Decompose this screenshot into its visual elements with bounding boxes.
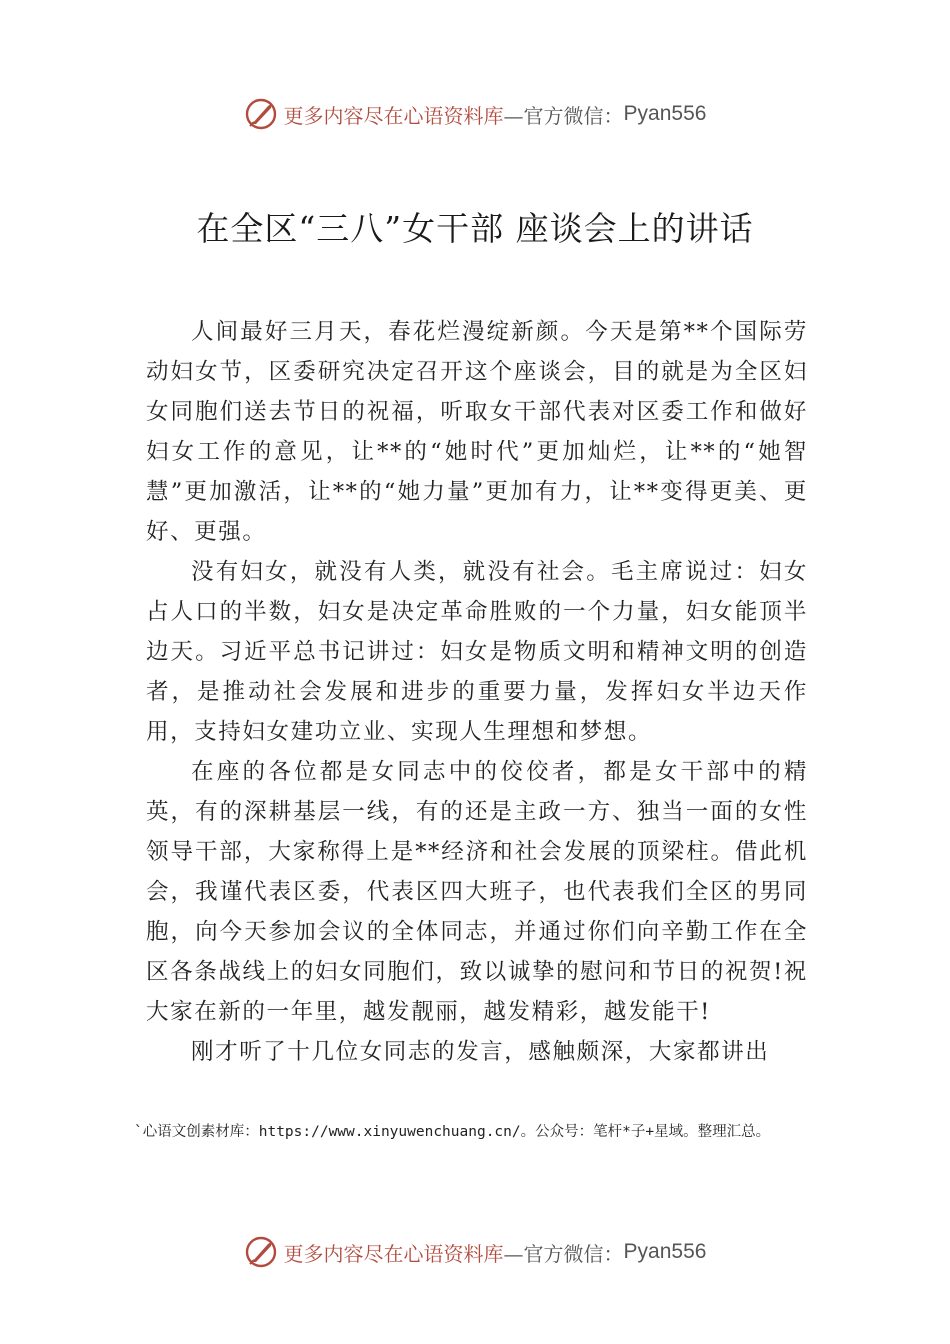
banner-brand: 更多内容尽在心语资料库 xyxy=(283,103,504,128)
paragraph: 人间最好三月天，春花烂漫绽新颜。今天是第**个国际劳动妇女节，区委研究决定召开这个座谈会，目的就是为全区妇女同胞们送去节日的祝福，听取女干部代表对区委工作和做好妇女工作的意见，让**的“她时代”更加灿烂，让**的“她智慧”更加激活，让**的“她力量”更加有力，让**变得更美、更好、更强。 xyxy=(146,319,808,545)
source-note: `心语文创素材库：https://www.xinyuwenchuang.cn/。公众号：笔杆*子+星域。整理汇总。 xyxy=(134,1124,771,1140)
banner-dash: —官方微信： xyxy=(503,1241,624,1266)
banner-brand: 更多内容尽在心语资料库 xyxy=(283,1241,504,1266)
footer-banner xyxy=(0,1232,950,1272)
document-title: 在全区“三八”女干部 座谈会上的讲话 xyxy=(196,209,754,248)
paragraph: 在座的各位都是女同志中的佼佼者，都是女干部中的精英，有的深耕基层一线，有的还是主政一方、独当一面的女性领导干部，大家称得上是**经济和社会发展的顶梁柱。借此机会，我谨代表区委，代表区四大班子，也代表我们全区的男同胞，向今天参加会议的全体同志，并通过你们向辛勤工作在全区各条战线上的妇女同胞们，致以诚挚的慰问和节日的祝贺!祝大家在新的一年里，越发靓丽，越发精彩，越发能干! xyxy=(146,759,808,1025)
banner-wechat: Pyan556 xyxy=(623,102,707,125)
header-banner xyxy=(0,94,950,134)
quill-pen-logo-icon xyxy=(244,1235,278,1269)
document-body xyxy=(146,312,808,1072)
paragraph: 刚才听了十几位女同志的发言，感触颇深，大家都讲出 xyxy=(191,1039,770,1065)
banner-dash: —官方微信： xyxy=(503,103,624,128)
paragraph: 没有妇女，就没有人类，就没有社会。毛主席说过：妇女占人口的半数，妇女是决定革命胜败的一个力量，妇女能顶半边天。习近平总书记讲过：妇女是物质文明和精神文明的创造者，是推动社会发展和进步的重要力量，发挥妇女半边天作用，支持妇女建功立业、实现人生理想和梦想。 xyxy=(146,559,808,745)
banner-wechat: Pyan556 xyxy=(623,1240,707,1263)
quill-pen-logo-icon xyxy=(244,97,278,131)
